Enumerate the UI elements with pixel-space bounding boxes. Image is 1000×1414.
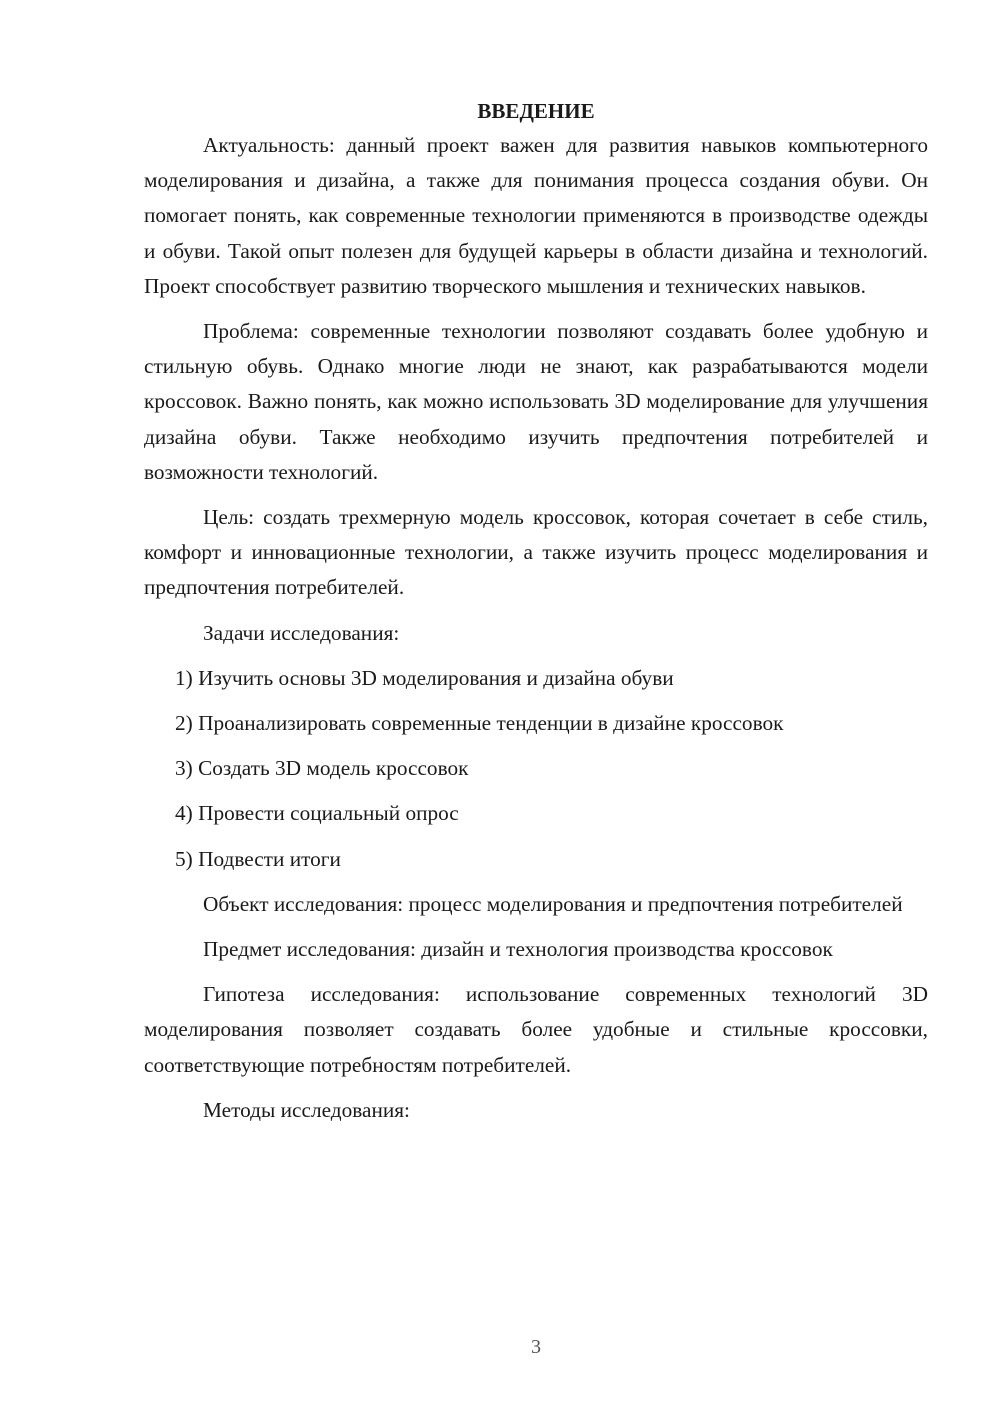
list-item: 1) Изучить основы 3D моделирования и дизайна обуви <box>175 665 674 690</box>
page-title: ВВЕДЕНИЕ <box>477 99 595 123</box>
page-number: 3 <box>531 1336 541 1358</box>
relevance-paragraph: Актуальность: данный проект важен для развития навыков компьютерного моделирования и дизайна, а также для понимания процесса создания обуви. Он помогает понять, как современные технологии применяются в производстве одежды и обуви. Такой опыт полезен для будущей карьеры в области дизайна и технологий. Проект способствует развитию творческого мышления и технических навыков. <box>144 133 928 298</box>
tasks-heading: Задачи исследования: <box>203 620 400 645</box>
object-paragraph: Объект исследования: процесс моделирования и предпочтения потребителей <box>203 891 903 916</box>
goal-paragraph: Цель: создать трехмерную модель кроссовок, которая сочетает в себе стиль, комфорт и инновационные технологии, а также изучить процесс моделирования и предпочтения потребителей. <box>144 505 928 600</box>
list-item: 5) Подвести итоги <box>175 846 341 871</box>
tasks-list <box>144 661 928 877</box>
subject-paragraph: Предмет исследования: дизайн и технология производства кроссовок <box>203 937 833 962</box>
methods-heading: Методы исследования: <box>203 1097 410 1122</box>
problem-paragraph: Проблема: современные технологии позволяют создавать более удобную и стильную обувь. Однако многие люди не знают, как разрабатываются модели кроссовок. Важно понять, как можно использовать 3D моделирование для улучшения дизайна обуви. Также необходимо изучить предпочтения потребителей и возможности технологий. <box>144 319 928 484</box>
document-page <box>144 95 928 1128</box>
list-item: 2) Проанализировать современные тенденции в дизайне кроссовок <box>175 711 784 736</box>
hypothesis-paragraph: Гипотеза исследования: использование современных технологий 3D моделирования позволяет создавать более удобные и стильные кроссовки, соответствующие потребностям потребителей. <box>144 982 928 1077</box>
list-item: 3) Создать 3D модель кроссовок <box>175 756 469 781</box>
list-item: 4) Провести социальный опрос <box>175 801 459 826</box>
